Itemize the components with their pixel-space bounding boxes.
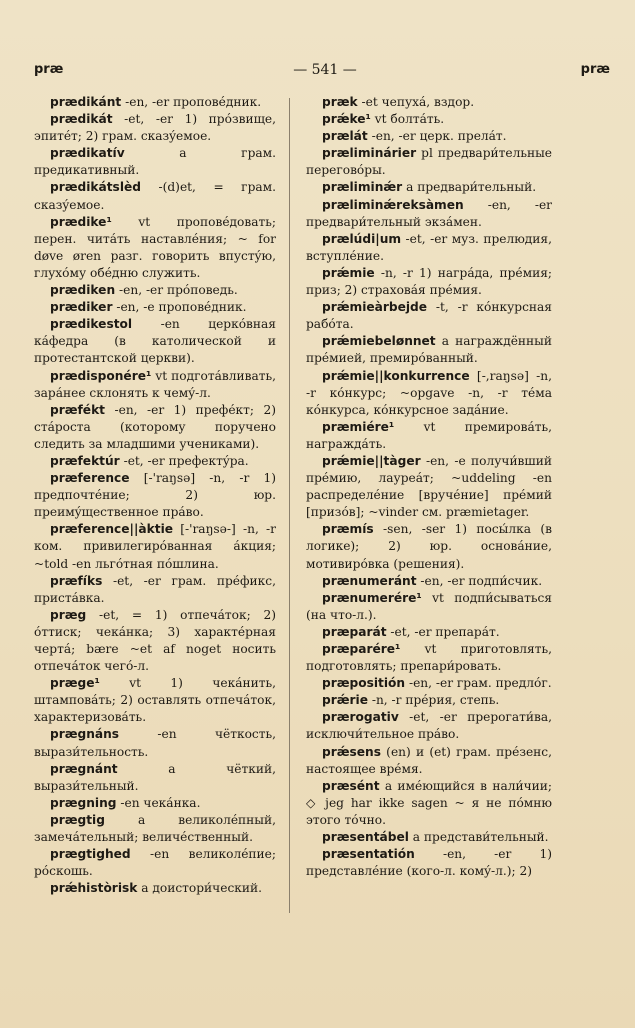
dictionary-entry <box>34 145 276 179</box>
entry-definition: a доистори́ческий. <box>137 881 263 896</box>
entry-definition: -en церкóвная кáфедра (в католической и протестантской церкви). <box>34 317 276 366</box>
dictionary-entry <box>306 453 552 521</box>
entry-definition: -en, -er 1) префéкт; 2) стáроста (которому поручено следить за младшими учениками). <box>34 402 276 451</box>
dictionary-entry <box>306 197 552 231</box>
dictionary-entry <box>34 402 276 453</box>
dictionary-entry <box>306 829 552 846</box>
headword: prǽmie <box>322 265 375 280</box>
headword: prænumerére¹ <box>322 590 422 605</box>
entry-definition: -en, -er 1) представлéние (кого-л. комý-л.); 2) <box>306 847 552 879</box>
entry-definition: vt приготовлять, подготовлять; препари́ровать. <box>306 642 552 674</box>
page-number: — 541 — <box>293 62 357 78</box>
headword: prælúdi|um <box>322 231 402 246</box>
dictionary-entry <box>306 419 552 453</box>
entry-definition: a грам. предикативный. <box>34 146 276 178</box>
entry-definition: -t, -r кóнкурсная рабóта. <box>306 300 552 332</box>
dictionary-entry <box>34 812 276 846</box>
headword: præmís <box>322 522 374 537</box>
headword: prædike¹ <box>50 214 112 229</box>
dictionary-entry <box>306 573 552 590</box>
headword: præparére¹ <box>322 642 401 656</box>
entry-definition: -en, -e получи́вший прéмию, лауреáт; ~uddeling -en распределéние [вручéние] прéмий [призóв]; ~vinder см. præmietager. <box>306 453 552 520</box>
dictionary-entry <box>34 453 276 470</box>
dictionary-entry <box>306 231 552 265</box>
entry-definition: -(d)et, = грам. сказýемое. <box>34 180 276 212</box>
dictionary-entry <box>34 316 276 367</box>
right-guide-word: præ <box>580 62 610 77</box>
dictionary-entry <box>306 368 552 419</box>
headword: præfektúr <box>50 453 120 468</box>
headword: prǽrie <box>322 693 368 708</box>
column-divider <box>289 98 290 913</box>
headword: præfíks <box>50 573 103 588</box>
dictionary-entry <box>34 846 276 880</box>
headword: prædikátslèd <box>50 180 141 195</box>
dictionary-entry <box>306 709 552 743</box>
dictionary-entry <box>306 521 552 572</box>
dictionary-entry <box>34 607 276 675</box>
dictionary-entry <box>306 179 552 196</box>
entry-definition: -n, -r прéрия, степь. <box>367 693 500 708</box>
headword: præparát <box>322 624 387 639</box>
dictionary-entry <box>306 265 552 299</box>
dictionary-entry <box>306 299 552 333</box>
left-column <box>34 94 276 897</box>
entry-definition: [-'raŋsə] -n, -r 1) предпочтéние; 2) юр. преимýщественное прáво. <box>34 471 276 520</box>
headword: præfékt <box>50 402 106 417</box>
entry-definition: -en великолéпие; рóскошь. <box>34 847 276 879</box>
entry-definition: -en, -er проповéдник. <box>121 95 262 109</box>
headword: præsentábel <box>322 830 409 845</box>
entry-definition: a великолéпный, замечáтельный; величéственный. <box>34 812 276 845</box>
headword: præpositión <box>322 676 406 691</box>
entry-definition: a чёткий, вырази́тельный. <box>34 761 276 793</box>
dictionary-entry <box>34 299 276 316</box>
dictionary-entry <box>34 761 276 795</box>
entry-definition: -en чёткость, вырази́тельность. <box>34 727 276 759</box>
entry-definition: -et, = 1) отпечáток; 2) óттиск; чекáнка; 3) характéрная чертá; bære ~et af noget носить отпечáток чегó-л. <box>34 607 276 674</box>
headword: prædikánt <box>50 95 122 109</box>
entry-definition: -en, -er предвари́тельный экзáмен. <box>306 197 552 229</box>
headword: præliminǽreksàmen <box>322 197 464 212</box>
headword: præliminárier <box>322 146 417 161</box>
dictionary-entry <box>34 94 276 111</box>
entry-definition: a имéющийся в нали́чии; ◇ jeg har ikke sagen ~ я не пóмню этого тóчно. <box>306 778 552 827</box>
entry-definition: a предвари́тельный. <box>402 180 537 195</box>
headword: præsentatión <box>322 847 415 862</box>
headword: prædiker <box>50 300 113 315</box>
dictionary-entry <box>34 880 276 897</box>
entry-definition: -et, -er прерогати́ва, исключи́тельное прáво. <box>306 710 552 742</box>
dictionary-entry <box>34 573 276 607</box>
entry-definition: (en) и (et) грам. прéзенс, настоящее врéмя. <box>306 744 552 776</box>
entry-definition: pl предвари́тельные переговóры. <box>306 146 552 178</box>
page-header <box>30 62 620 82</box>
entry-definition: -en, -er прóповедь. <box>115 283 238 298</box>
dictionary-entry <box>34 282 276 299</box>
headword: prægtig <box>50 812 105 827</box>
headword: prægtighed <box>50 847 131 862</box>
dictionary-entry <box>34 470 276 521</box>
headword: prægnáns <box>50 727 120 742</box>
entry-definition: -en чекáнка. <box>116 795 201 810</box>
dictionary-entry <box>306 744 552 778</box>
entry-definition: vt болтáть. <box>370 112 445 127</box>
headword: præmiére¹ <box>322 419 395 434</box>
entry-definition: vt 1) чекáнить, штамповáть; 2) оставлять отпечáток, характеризовáть. <box>34 676 276 725</box>
headword: præference||àktie <box>50 522 174 537</box>
headword: prælát <box>322 129 368 144</box>
entry-definition: vt проповéдовать; перен. читáть наставлéния; ~ for døve øren разг. говорить впустýю, глухóму обéдню служить. <box>34 214 276 280</box>
headword: prædiken <box>50 283 116 298</box>
headword: prærogativ <box>322 710 399 725</box>
dictionary-entry <box>306 692 552 709</box>
entry-definition: -et, -er препарáт. <box>386 624 500 639</box>
entry-definition: -en, -er церк. прелáт. <box>367 129 507 144</box>
entry-definition: -en, -e проповéдник. <box>112 300 247 315</box>
entry-definition: -et, -er 1) прóзвище, эпитéт; 2) грам. сказýемое. <box>34 112 276 144</box>
headword: præsént <box>322 778 380 793</box>
headword: præg <box>50 607 87 622</box>
headword: prædikatív <box>50 146 125 161</box>
dictionary-entry <box>306 624 552 641</box>
dictionary-entry <box>306 846 552 880</box>
dictionary-entry <box>306 94 552 111</box>
dictionary-entry <box>34 726 276 760</box>
entry-definition: vt подпи́сываться (на что-л.). <box>306 590 552 622</box>
entry-definition: a представи́тельный. <box>408 830 549 845</box>
dictionary-entry <box>306 590 552 624</box>
headword: præk <box>322 95 358 109</box>
entry-definition: [-'raŋsə-] -n, -r ком. привилегирóванная áкция; ~told -en льгóтная пóшлина. <box>34 522 276 571</box>
headword: prǽsens <box>322 744 381 759</box>
entry-definition: -en, -er грам. предлóг. <box>405 676 552 691</box>
dictionary-entry <box>34 795 276 812</box>
headword: prǽmie||konkurrence <box>322 368 470 383</box>
dictionary-entry <box>34 368 276 402</box>
entry-definition: [-,raŋsə] -n, -r кóнкурс; ~opgave -n, -r тéма кóнкурса, кóнкурсное задáние. <box>306 368 552 417</box>
headword: præference <box>50 471 130 486</box>
entry-definition: -et чепухá, вздор. <box>357 95 475 109</box>
dictionary-entry <box>34 179 276 213</box>
dictionary-entry <box>34 675 276 726</box>
entry-definition: -sen, -ser 1) посы́лка (в логике); 2) юр. основáние, мотивирóвка (решения). <box>306 522 552 571</box>
entry-definition: -et, -er префектýра. <box>119 453 249 468</box>
dictionary-entry <box>306 128 552 145</box>
headword: prædisponére¹ <box>50 368 152 383</box>
left-guide-word: præ <box>34 62 64 77</box>
dictionary-entry <box>306 675 552 692</box>
dictionary-entry <box>34 214 276 282</box>
dictionary-entry <box>306 111 552 128</box>
headword: prægnánt <box>50 761 118 776</box>
headword: prǽhistòrisk <box>50 881 138 896</box>
headword: prǽmiebelønnet <box>322 334 436 349</box>
entry-definition: -et, -er муз. прелюдия, вступлéние. <box>306 231 552 263</box>
dictionary-entry <box>306 778 552 829</box>
entry-definition: -et, -er грам. прéфикс, пристáвка. <box>34 573 276 605</box>
right-column <box>306 94 552 880</box>
headword: prǽke¹ <box>322 112 371 127</box>
dictionary-entry <box>34 521 276 572</box>
headword: prǽmieàrbejde <box>322 300 428 315</box>
entry-definition: -n, -r 1) нагрáда, прéмия; приз; 2) страховáя прéмия. <box>306 265 552 298</box>
dictionary-entry <box>306 145 552 179</box>
dictionary-entry <box>306 641 552 675</box>
entry-definition: vt премировáть, награждáть. <box>306 419 552 451</box>
headword: præliminǽr <box>322 180 403 195</box>
headword: prædikát <box>50 112 113 127</box>
headword: prægning <box>50 795 117 810</box>
entry-definition: vt подготáвливать, зарáнее склонять к чемý-л. <box>34 368 276 400</box>
dictionary-entry <box>34 111 276 145</box>
headword: præge¹ <box>50 676 100 691</box>
headword: prǽmie||tàger <box>322 453 421 468</box>
dictionary-entry <box>306 333 552 367</box>
headword: prænumeránt <box>322 573 417 588</box>
entry-definition: -en, -er подпи́счик. <box>416 573 543 588</box>
entry-definition: a награждённый прéмией, премирóванный. <box>306 334 552 366</box>
headword: prædikestol <box>50 317 133 332</box>
